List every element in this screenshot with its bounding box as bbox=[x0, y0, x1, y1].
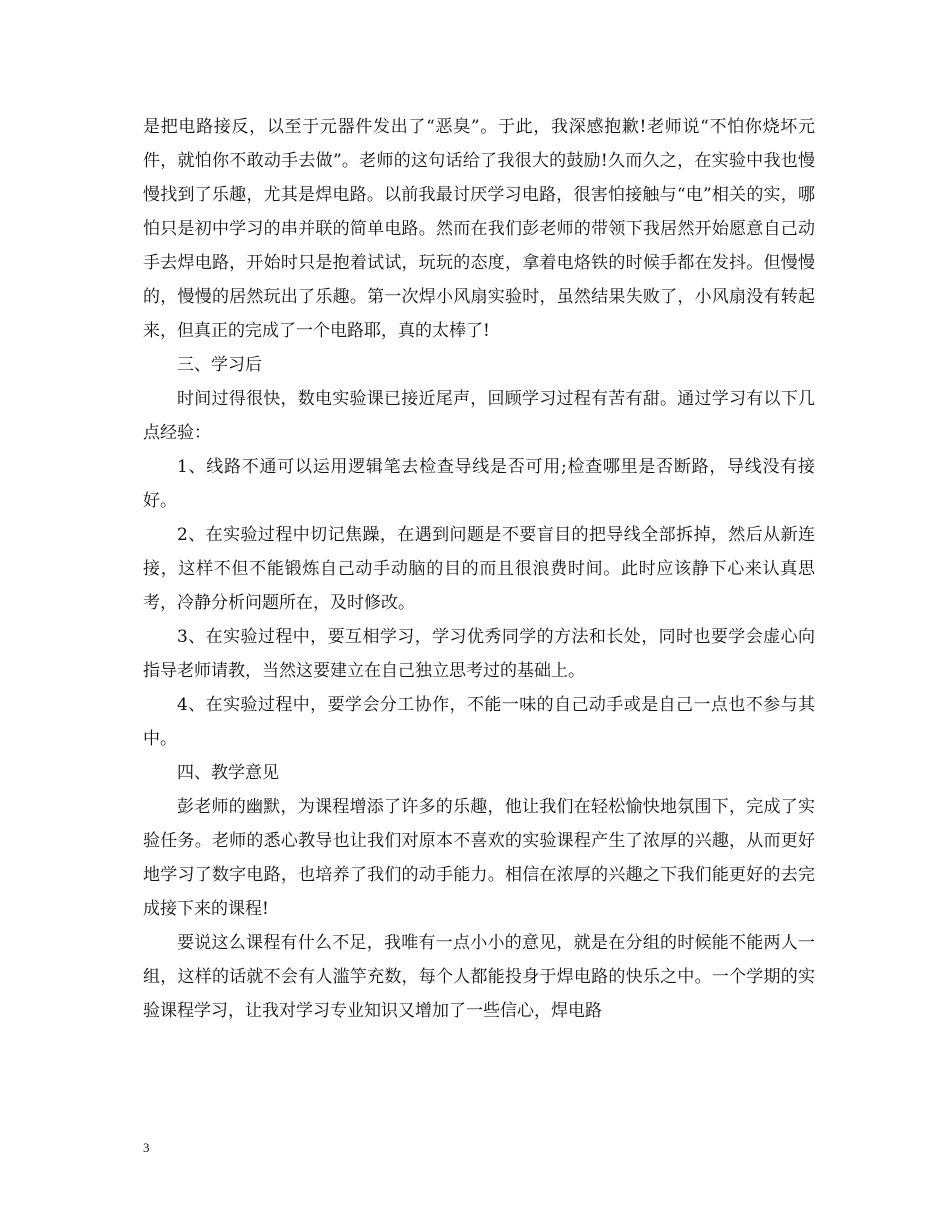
list-item-2: 2、在实验过程中切记焦躁，在遇到问题是不要盲目的把导线全部拆掉，然后从新连接，这样不但不能锻炼自己动手动脑的目的而且很浪费时间。此时应该静下心来认真思考，冷静分析问题所在，及时修改。 bbox=[143, 525, 815, 613]
list-item-3: 3、在实验过程中，要互相学习，学习优秀同学的方法和长处，同时也要学会虚心向指导老师请教，当然这要建立在自己独立思考过的基础上。 bbox=[143, 627, 815, 681]
list-item-4: 4、在实验过程中，要学会分工协作，不能一味的自己动手或是自己一点也不参与其中。 bbox=[143, 695, 815, 749]
document-body bbox=[143, 110, 815, 1028]
section-heading-after-study: 三、学习后 bbox=[177, 355, 262, 375]
paragraph-intro-experience: 时间过得很快，数电实验课已接近尾声，回顾学习过程有苦有甜。通过学习有以下几点经验： bbox=[143, 389, 815, 443]
section-heading-teaching-opinion: 四、教学意见 bbox=[177, 763, 279, 783]
paragraph-continuation: 是把电路接反，以至于元器件发出了“恶臭”。于此，我深感抱歉!老师说“不怕你烧坏元件，就怕你不敢动手去做”。老师的这句话给了我很大的鼓励!久而久之，在实验中我也慢慢找到了乐趣，尤其是焊电路。以前我最讨厌学习电路，很害怕接触与“电”相关的实，哪怕只是初中学习的串并联的简单电路。然而在我们彭老师的带领下我居然开始愿意自己动手去焊电路，开始时只是抱着试试，玩玩的态度，拿着电烙铁的时候手都在发抖。但慢慢的，慢慢的居然玩出了乐趣。第一次焊小风扇实验时，虽然结果失败了，小风扇没有转起来，但真正的完成了一个电路耶，真的太棒了! bbox=[143, 117, 815, 341]
page-number: 3 bbox=[143, 1140, 150, 1155]
list-item-1: 1、线路不通可以运用逻辑笔去检查导线是否可用;检查哪里是否断路，导线没有接好。 bbox=[143, 457, 815, 511]
paragraph-suggestion: 要说这么课程有什么不足，我唯有一点小小的意见，就是在分组的时候能不能两人一组，这样的话就不会有人滥竽充数，每个人都能投身于焊电路的快乐之中。一个学期的实验课程学习，让我对学习专业知识又增加了一些信心，焊电路 bbox=[143, 933, 815, 1021]
paragraph-teacher-praise: 彭老师的幽默，为课程增添了许多的乐趣，他让我们在轻松愉快地氛围下，完成了实验任务。老师的悉心教导也让我们对原本不喜欢的实验课程产生了浓厚的兴趣，从而更好地学习了数字电路，也培养了我们的动手能力。相信在浓厚的兴趣之下我们能更好的去完成接下来的课程! bbox=[143, 797, 815, 919]
